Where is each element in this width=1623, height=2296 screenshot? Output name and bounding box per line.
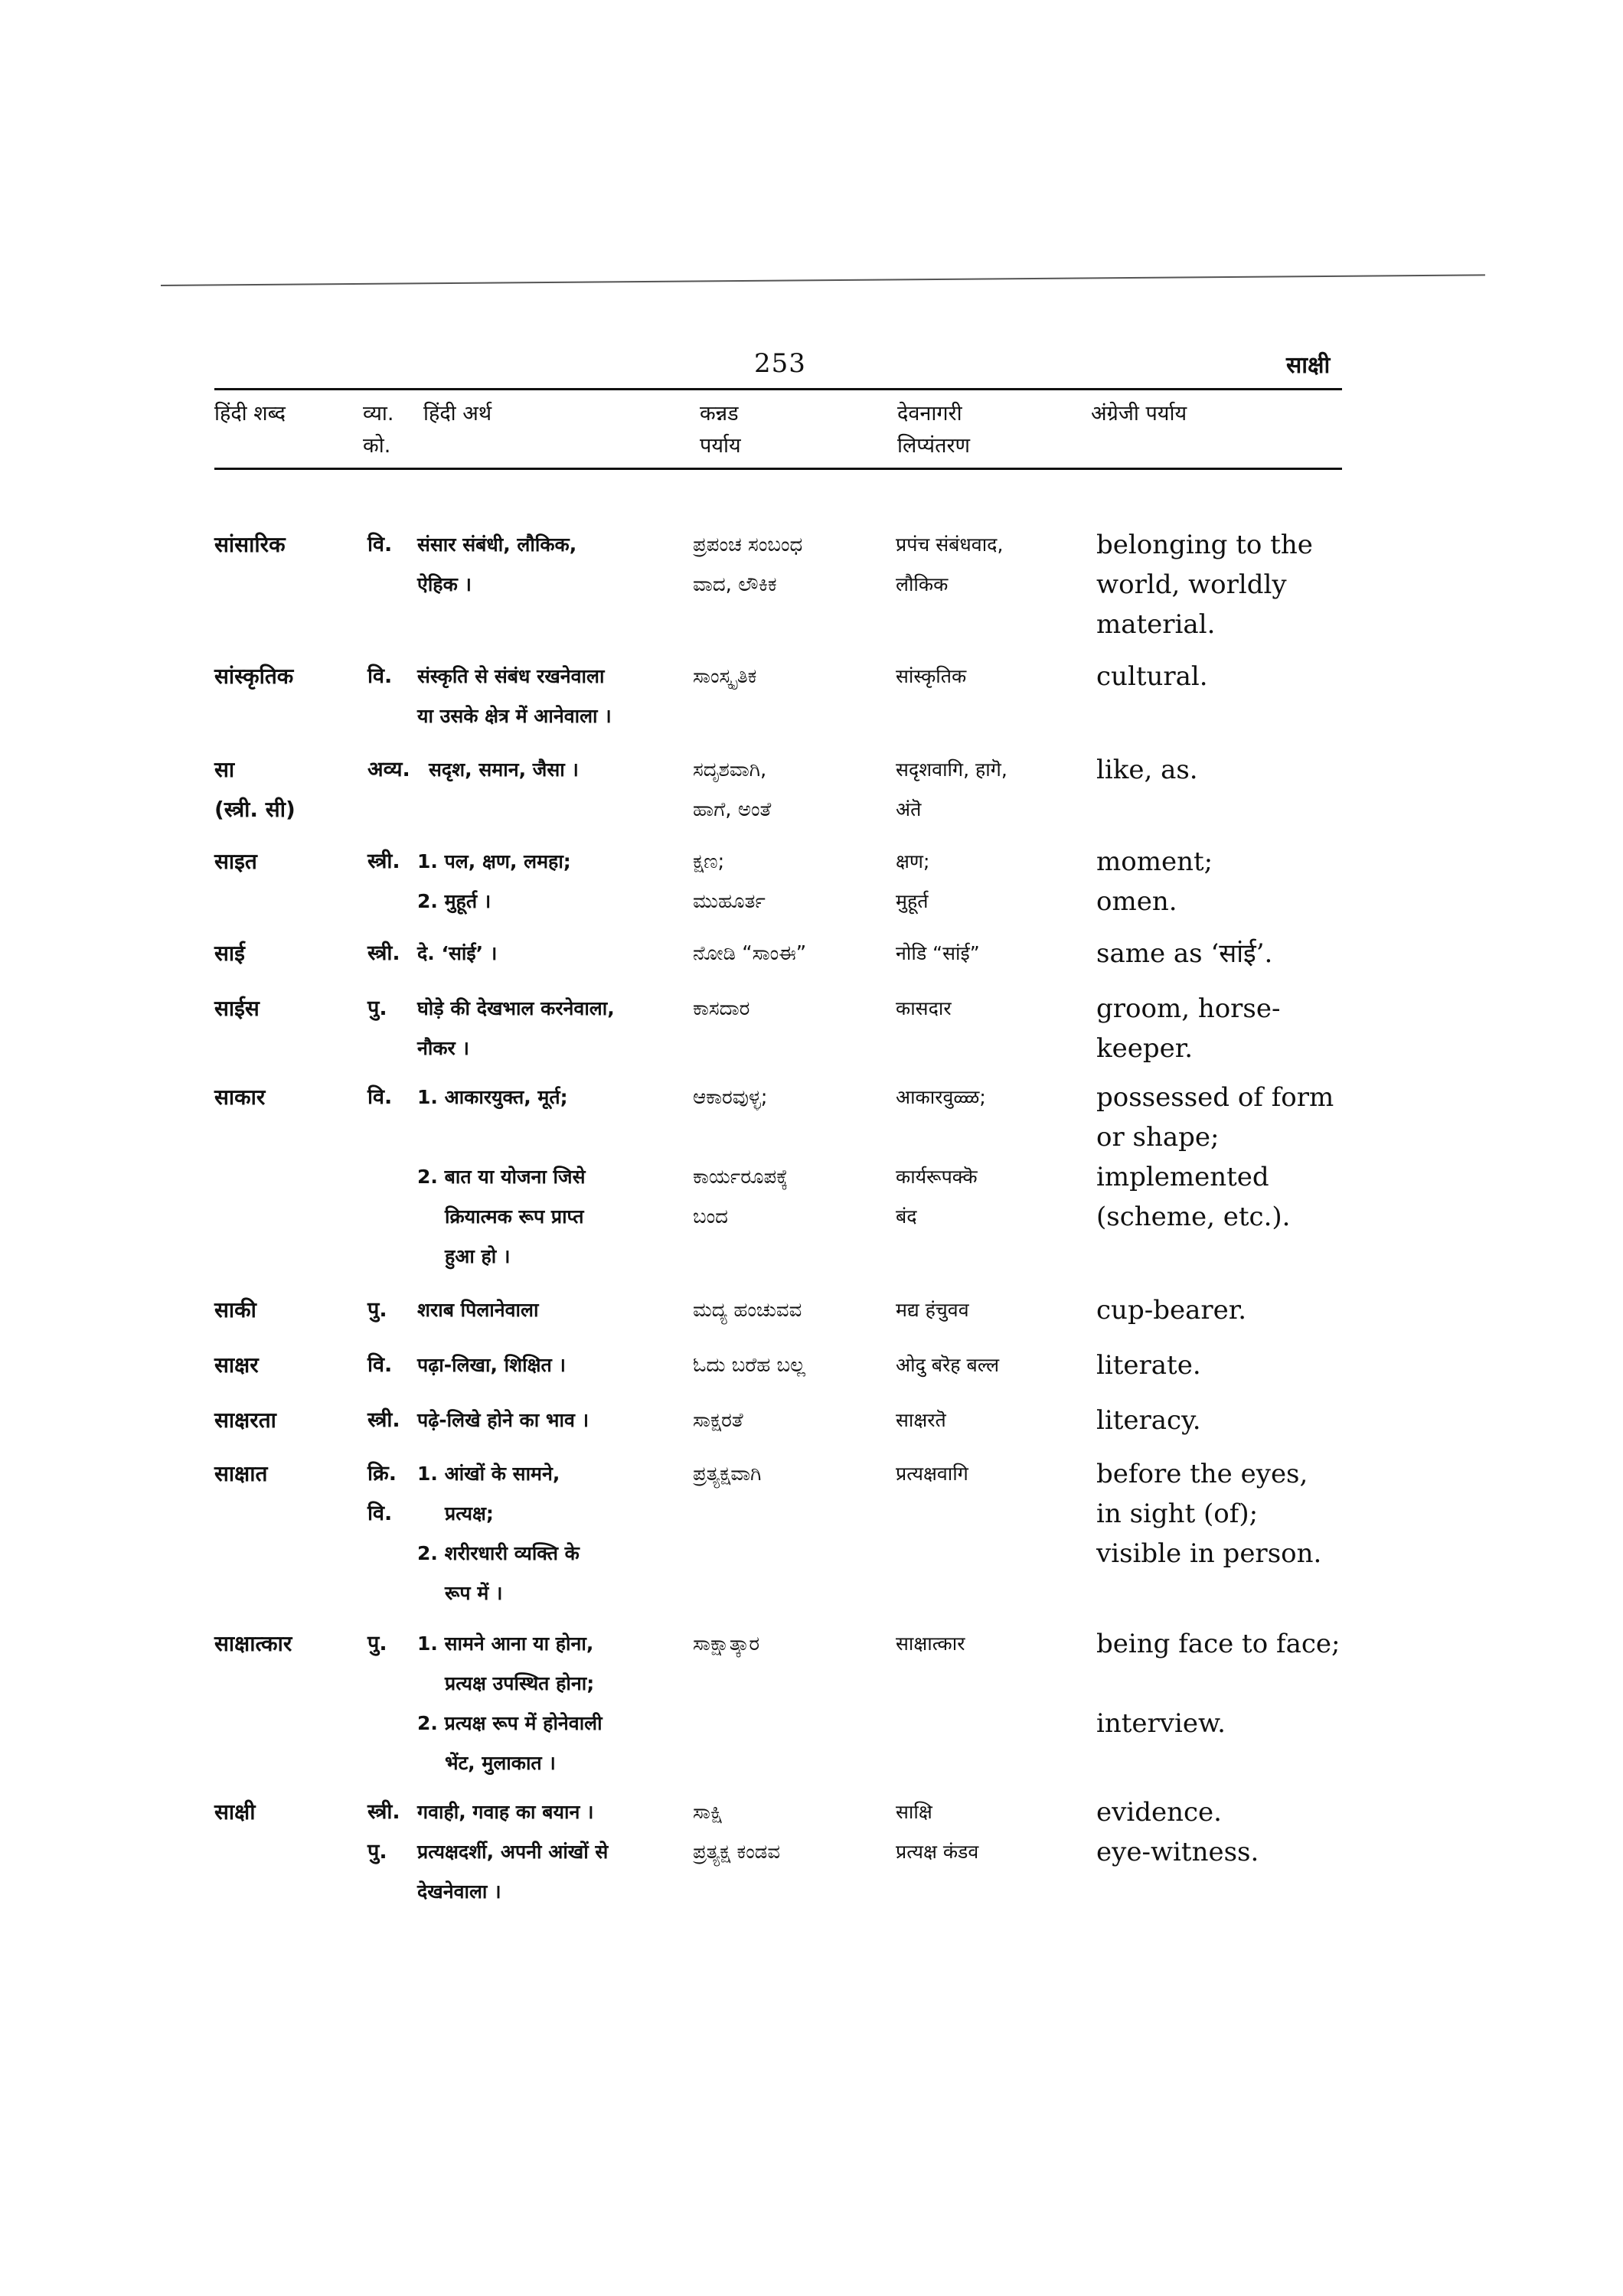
entry-grammar — [367, 1401, 400, 1440]
english-line: same as ‘सांई’. — [1096, 938, 1273, 969]
hindi-line: घोड़े की देखभाल करनेवाला, — [417, 997, 615, 1019]
english-line: evidence. — [1096, 1797, 1222, 1828]
entry-hindi-meaning — [429, 750, 720, 790]
grammar-label: अव्य. — [367, 758, 410, 781]
entry-english — [1096, 842, 1213, 921]
kannada-line: ಪ್ರಪಂಚ ಸಂಬಂಧ — [693, 533, 803, 556]
devanagari-line: बंद — [896, 1205, 917, 1228]
devanagari-line: सांस्कृतिक — [896, 665, 967, 687]
english-line: literacy. — [1096, 1405, 1201, 1436]
entry-grammar — [367, 657, 392, 696]
header-hindi-word-label: हिंदी शब्द — [214, 402, 286, 426]
grammar-label: वि. — [367, 1353, 393, 1377]
devanagari-line: मुहूर्त — [896, 890, 929, 912]
entry-kannada — [693, 989, 749, 1029]
entry-kannada — [693, 1345, 805, 1385]
english-line: (scheme, etc.). — [1096, 1202, 1291, 1232]
hindi-line: क्रियात्मक रूप प्राप्त — [445, 1205, 584, 1228]
devanagari-line: प्रत्यक्ष कंडव — [896, 1841, 979, 1863]
entry-headword: साकार — [214, 1084, 266, 1110]
devanagari-line: सदृशवागि, हागॆ, — [896, 758, 1007, 781]
entry-kannada — [693, 525, 802, 605]
entry-devanagari — [896, 750, 1007, 830]
hindi-line: 2. बात या योजना जिसे — [417, 1166, 586, 1188]
entry-grammar — [367, 842, 400, 882]
hindi-line: ऐहिक । — [417, 573, 472, 595]
entry-kannada — [693, 1624, 759, 1664]
top-scan-rule — [161, 274, 1485, 286]
devanagari-line: साक्षरतॆ — [896, 1409, 946, 1431]
grammar-label: वि. — [367, 664, 393, 688]
hindi-line: देखनेवाला । — [417, 1880, 501, 1903]
english-line: cultural. — [1096, 661, 1208, 692]
grammar-label: पु. — [367, 996, 387, 1020]
devanagari-line: प्रत्यक्षवागि — [896, 1463, 968, 1485]
english-line: implemented — [1096, 1162, 1269, 1192]
header-hindi-word — [214, 398, 286, 430]
hindi-line: प्रत्यक्षदर्शी, अपनी आंखों से — [417, 1841, 609, 1863]
kannada-line: ಮುಹೂರ್ತ — [693, 890, 766, 913]
grammar-label: वि. — [367, 533, 393, 556]
hindi-line: गवाही, गवाह का बयान । — [417, 1801, 594, 1823]
entry-headword: साई — [214, 941, 245, 966]
grammar-label: स्त्री. — [367, 1408, 400, 1432]
english-line: or shape; — [1096, 1122, 1220, 1153]
devanagari-line: कासदार — [896, 997, 952, 1019]
devanagari-line: क्षण; — [896, 850, 930, 872]
grammar-label: वि. — [367, 1085, 393, 1109]
grammar-label: पु. — [367, 1298, 387, 1322]
devanagari-line: लौकिक — [896, 573, 949, 595]
hindi-line: पढ़े-लिखे होने का भाव । — [417, 1409, 589, 1431]
grammar-label: क्रि. — [367, 1462, 397, 1486]
entry-grammar — [367, 989, 387, 1029]
entry-english — [1096, 750, 1198, 790]
grammar-label: पु. — [367, 1632, 387, 1655]
headword-feminine-note: (स्त्री. सी) — [214, 797, 296, 822]
kannada-line: ಪ್ರತ್ಯಕ್ಷ ಕಂಡವ — [693, 1841, 781, 1864]
entry-kannada — [693, 934, 806, 974]
kannada-line: ಮದ್ಯ ಹಂಚುವವ — [693, 1299, 802, 1322]
hindi-line: या उसके क्षेत्र में आनेवाला । — [417, 705, 612, 727]
entry-devanagari — [896, 1401, 946, 1440]
entry-grammar — [367, 1792, 400, 1872]
entry-hindi-meaning — [417, 1624, 708, 1783]
entry-devanagari — [896, 1792, 978, 1872]
english-line: interview. — [1096, 1708, 1226, 1739]
hindi-line: 2. शरीरधारी व्यक्ति के — [417, 1542, 580, 1564]
entry-kannada — [693, 842, 766, 921]
entry-kannada — [693, 750, 771, 830]
kannada-line: ಬಂದ — [693, 1205, 728, 1228]
hindi-line: रूप में । — [445, 1582, 503, 1604]
hindi-line: संसार संबंधी, लौकिक, — [417, 533, 577, 556]
entry-headword: सांसारिक — [214, 532, 286, 557]
entry-english — [1096, 1454, 1321, 1574]
devanagari-line: मद्य हंचुवव — [896, 1299, 969, 1321]
entry-grammar — [367, 750, 410, 790]
entry-kannada — [693, 1401, 743, 1440]
hindi-line: संस्कृति से संबंध रखनेवाला — [417, 665, 605, 687]
english-line: cup-bearer. — [1096, 1295, 1247, 1326]
entry-grammar — [367, 1345, 392, 1385]
entry-hindi-meaning — [417, 657, 708, 736]
hindi-line: सदृश, समान, जैसा । — [429, 758, 579, 781]
english-line: belonging to the — [1096, 530, 1313, 560]
kannada-line: ಪ್ರತ್ಯಕ್ಷವಾಗಿ — [693, 1463, 762, 1486]
page-number: 253 — [754, 348, 806, 379]
entry-english — [1096, 934, 1272, 974]
header-devanagari-label-1: देवनागरी — [897, 402, 962, 426]
hindi-line: 1. आंखों के सामने, — [417, 1463, 560, 1485]
entry-hindi-meaning — [417, 1078, 708, 1277]
entry-devanagari — [896, 525, 1003, 605]
header-kannada — [700, 398, 741, 462]
kannada-line: ಕಾರ್ಯರೂಪಕ್ಕೆ — [693, 1166, 789, 1189]
kannada-line: ವಾದ, ಲೌಕಿಕ — [693, 573, 777, 596]
kannada-line: ಸಾಕ್ಷಿ — [693, 1801, 723, 1824]
running-head: साक्षी — [1286, 352, 1331, 379]
entry-english — [1096, 525, 1313, 644]
entry-headword: साक्षात — [214, 1461, 268, 1486]
header-kannada-label-1: कन्नड — [700, 402, 739, 426]
english-line: keeper. — [1096, 1033, 1194, 1064]
hindi-line-spacer — [417, 1117, 708, 1157]
kannada-line: ಕಾಸದಾರ — [693, 997, 750, 1020]
entry-english — [1096, 1401, 1201, 1440]
entry-kannada — [693, 1290, 802, 1330]
kannada-line: ಸಾಕ್ಷಾತ್ಕಾರ — [693, 1632, 760, 1655]
entry-hindi-meaning — [417, 1401, 708, 1440]
entry-hindi-meaning — [417, 989, 708, 1068]
english-line: world, worldly — [1096, 569, 1287, 600]
kannada-line: ನೋಡಿ “ಸಾಂಈ” — [693, 942, 807, 965]
entry-english — [1096, 989, 1281, 1068]
entry-english — [1096, 1624, 1340, 1743]
entry-devanagari — [896, 657, 966, 696]
english-line: literate. — [1096, 1350, 1201, 1381]
entry-devanagari — [896, 842, 929, 921]
devanagari-line: नोडि “सांई” — [896, 942, 980, 964]
entry-english — [1096, 1345, 1201, 1385]
hindi-line: शराब पिलानेवाला — [417, 1299, 539, 1321]
header-english — [1091, 398, 1187, 430]
header-top-rule — [214, 388, 1342, 390]
entry-hindi-meaning — [417, 1345, 708, 1385]
entry-grammar — [367, 525, 392, 565]
devanagari-line: साक्षि — [896, 1801, 932, 1823]
entry-grammar — [367, 1454, 397, 1534]
entry-headword: साकी — [214, 1297, 256, 1322]
hindi-line: 1. पल, क्षण, लमहा; — [417, 850, 571, 872]
grammar-label: स्त्री. — [367, 850, 400, 873]
hindi-line: नौकर । — [417, 1037, 469, 1059]
grammar-label: पु. — [367, 1840, 387, 1864]
kannada-line: ಓದು ಬರೆಹ ಬಲ್ಲ — [693, 1354, 806, 1377]
entry-english — [1096, 657, 1208, 696]
entry-headword: साक्षी — [214, 1799, 256, 1825]
header-kannada-label-2: पर्याय — [700, 434, 741, 458]
english-line: being face to face; — [1096, 1629, 1341, 1659]
entry-kannada — [693, 1454, 761, 1494]
entry-english — [1096, 1290, 1246, 1330]
entry-hindi-meaning — [417, 1290, 708, 1330]
headword-text: सा — [214, 757, 235, 782]
hindi-line: 1. आकारयुक्त, मूर्त; — [417, 1086, 568, 1108]
header-bottom-rule — [214, 468, 1342, 470]
entry-headword: साईस — [214, 996, 260, 1021]
entry-headword: सांस्कृतिक — [214, 664, 294, 689]
header-grammar — [363, 398, 394, 462]
entry-headword: साक्षर — [214, 1352, 259, 1378]
kannada-line: ಆಕಾರವುಳ್ಳ; — [693, 1086, 768, 1109]
hindi-line: 1. सामने आना या होना, — [417, 1632, 594, 1655]
hindi-line: प्रत्यक्ष उपस्थित होना; — [445, 1672, 595, 1694]
english-line-spacer — [1096, 1664, 1340, 1704]
entry-hindi-meaning — [417, 525, 708, 605]
entry-devanagari — [896, 1345, 999, 1385]
kannada-line-spacer — [693, 1117, 788, 1157]
entry-devanagari — [896, 934, 980, 974]
hindi-line: प्रत्यक्ष; — [445, 1502, 494, 1525]
kannada-line: ಸಾಂಸ್ಕೃತಿಕ — [693, 665, 757, 688]
entry-kannada — [693, 657, 756, 696]
entry-hindi-meaning — [417, 934, 708, 974]
kannada-line: ಹಾಗೆ, ಅಂತೆ — [693, 798, 772, 821]
entry-kannada — [693, 1078, 788, 1237]
english-line: eye-witness. — [1096, 1837, 1259, 1867]
header-devanagari-label-2: लिप्यंतरण — [897, 434, 971, 458]
hindi-line: 2. मुहूर्त । — [417, 890, 491, 912]
entry-devanagari — [896, 1290, 969, 1330]
devanagari-line: ओदु बरॆह बल्ल — [896, 1354, 1000, 1376]
devanagari-line: अंतॆ — [896, 798, 922, 820]
entry-devanagari — [896, 989, 952, 1029]
entry-grammar — [367, 1078, 392, 1117]
header-hindi-meaning-label: हिंदी अर्थ — [423, 402, 492, 426]
grammar-label: वि. — [367, 1502, 393, 1525]
english-line: groom, horse- — [1096, 993, 1281, 1024]
kannada-line: ಸಾಕ್ಷರತೆ — [693, 1409, 743, 1432]
entry-hindi-meaning — [417, 1454, 708, 1613]
devanagari-line: कार्यरूपक्कॆ — [896, 1166, 978, 1188]
english-line: moment; — [1096, 846, 1213, 877]
devanagari-line-spacer — [896, 1117, 986, 1157]
english-line: like, as. — [1096, 755, 1198, 785]
devanagari-line: साक्षात्कार — [896, 1632, 965, 1655]
hindi-line: दे. ‘सांई’ । — [417, 942, 498, 964]
hindi-line: पढ़ा-लिखा, शिक्षित । — [417, 1354, 566, 1376]
english-line: material. — [1096, 609, 1216, 640]
entry-devanagari — [896, 1078, 986, 1237]
entry-headword — [214, 750, 296, 830]
entry-hindi-meaning — [417, 842, 708, 921]
hindi-line: 2. प्रत्यक्ष रूप में होनेवाली — [417, 1712, 603, 1734]
header-grammar-label-2: को. — [363, 434, 391, 458]
entry-headword: साक्षरता — [214, 1407, 276, 1433]
entry-english — [1096, 1078, 1334, 1237]
hindi-line: भेंट, मुलाकात । — [445, 1752, 556, 1774]
header-english-label: अंग्रेजी पर्याय — [1091, 402, 1187, 426]
entry-grammar — [367, 1624, 387, 1664]
entry-kannada — [693, 1792, 780, 1872]
kannada-line: ಕ್ಷಣ; — [693, 850, 725, 873]
entry-headword: साक्षात्कार — [214, 1631, 292, 1656]
devanagari-line: आकारवुळ्ळ; — [896, 1086, 986, 1108]
entry-hindi-meaning — [417, 1792, 708, 1912]
grammar-label: स्त्री. — [367, 1800, 400, 1824]
header-hindi-meaning — [423, 398, 491, 430]
english-line: before the eyes, — [1096, 1459, 1308, 1489]
entry-devanagari — [896, 1454, 968, 1494]
english-line: visible in person. — [1096, 1538, 1322, 1569]
hindi-line: हुआ हो । — [445, 1245, 511, 1267]
grammar-label: स्त्री. — [367, 941, 400, 965]
entry-devanagari — [896, 1624, 965, 1664]
english-line: omen. — [1096, 886, 1177, 917]
kannada-line: ಸದೃಶವಾಗಿ, — [693, 758, 767, 781]
english-line: possessed of form — [1096, 1082, 1334, 1113]
devanagari-line: प्रपंच संबंधवाद, — [896, 533, 1004, 556]
header-grammar-label-1: व्या. — [363, 402, 394, 426]
entry-grammar — [367, 1290, 387, 1330]
entry-headword: साइत — [214, 849, 257, 874]
header-devanagari — [897, 398, 970, 462]
entry-english — [1096, 1792, 1259, 1872]
entry-grammar — [367, 934, 400, 974]
english-line: in sight (of); — [1096, 1499, 1259, 1529]
